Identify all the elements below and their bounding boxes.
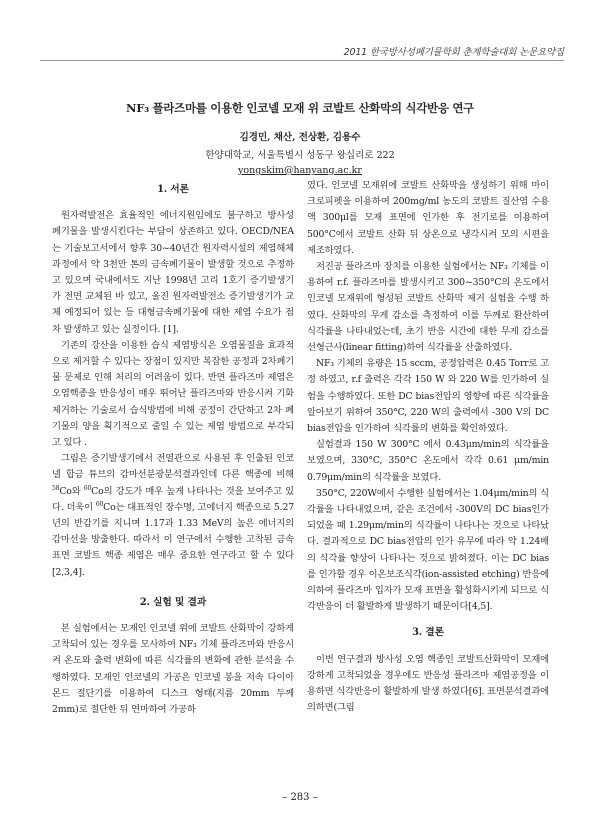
right-column [307, 178, 549, 717]
method-paragraph-4: 실험결과 150 W 300°C 에서 0.43μm/min의 식각률을 보였으며, 330°C, 350°C 온도에서 각각 0.61 μm/min 0.79μm/min의 식각률을 보였다. [307, 439, 549, 483]
page-number: – 283 – [282, 792, 318, 803]
method-paragraph-3: NF₃ 기체의 유량은 15 sccm, 공정압력은 0.45 Torr로 고정 하였고, r.f 출력은 각각 150 W 와 220 W를 인가하여 실험을 수행하였다. 또한 DC bias전압의 영향에 따른 식각률을 알아보기 위하여 350°C, 220 W의 출력에서 -300 V의 DC bias전압을 인가하여 식각률의 변화를 확인하였다. [307, 358, 549, 435]
header-rule [40, 60, 564, 61]
paper-title: NF₃ 플라즈마를 이용한 인코넬 모재 위 코발트 산화막의 식각반응 연구 [126, 101, 474, 115]
method-paragraph-1-cont: 였다. 인코넬 모재위에 코발트 산화막을 생성하기 위해 마이크로피펫을 이용하여 200mg/ml 농도의 코발트 질산염 수용액 300μl를 모재 표면에 인가한 후 전기로를 이용하여 500°C에서 코발트 산화 뒤 상온으로 냉각시켜 모의 시편을 제조하였다. [307, 180, 549, 256]
method-paragraph-1: 본 실험에서는 모재인 인코넬 위에 코발트 산화막이 강하게 고착되어 있는 경우를 모사하여 NF₃ 기체 플라즈마와 반응시켜 온도와 출력 변화에 따른 식각률의 변화에 관한 분석을 수행하였다. 모재인 인코넬의 가공은 인코넬 봉을 저속 다이아몬드 절단기를 이용하여 디스크 형태(지름 20mm 두께 2mm)로 절단한 뒤 연마하여 가공하 [52, 623, 294, 716]
authors: 김경민, 채산, 전상환, 김용수 [239, 132, 361, 143]
intro-paragraph-2: 기존의 강산을 이용한 습식 제염방식은 오염물질을 효과적으로 제거할 수 있다는 장점이 있지만 복잡한 공정과 2차폐기물 문제로 인해 처리의 어려움이 있다. 반면 플라즈마 제염은 오염핵종을 반응성이 매우 뛰어난 플라즈마와 반응시켜 기화 제거하는 기술로서 습식방법에 비해 공정이 간단하고 2차 폐기물의 양을 획기적으로 줄일 수 있는 제염 방법으로 부각되고 있다 . [52, 339, 294, 449]
method-paragraph-2: 저진공 플라즈마 장치를 이용한 실험에서는 NF₃ 기체를 이용하여 r.f. 플라즈마를 발생시키고 300~350°C의 온도에서 인코넬 모재위에 형성된 코발트 산화막 제거 실험을 수행 하였다. 산화막의 무게 감소를 측정하여 이를 두께로 환산하여 식각률을 나타내었는데, 초기 반응 시간에 대한 무게 감소를 선형근사(linear fitting)하여 식각률을 산출하였다. [307, 261, 549, 354]
journal-header: 2011 한국방사성폐기물학회 춘계학술대회 논문요약집 [343, 47, 564, 58]
conclusion-paragraph-1: 이번 연구결과 방사성 오염 핵종인 코발트산화막이 모재에 강하게 고착되었을 경우에도 반응성 플라즈마 제염공정을 이용하면 식각반응이 활발하게 발생 하였다[6]. 표면분석결과에 의하면(그림 [307, 653, 549, 714]
email-link[interactable]: yongskim@hanyang.ac.kr [238, 165, 362, 176]
affiliation: 한양대학교, 서울특별시 성동구 왕십리로 222 [205, 150, 395, 161]
left-column [52, 178, 294, 718]
intro-paragraph-3: 그림은 증기발생기에서 전열관으로 사용된 후 인출된 인코넬 합금 튜브의 감마선분광분석결과인데 다른 핵종에 비해 $^{58}$Co와 $^{60}$Co의 강도가 매우 높게 나타나는 것을 보여주고 있다. 더욱이 $^{60}$Co는 대표적인 장수명, 고에너지 핵종으로 5.27년의 반감기를 지니며 1.17과 1.33 MeV의 높은 에너지의 감마선을 방출한다. 따라서 이 연구에서 수행한 고착된 금속 표면 코발트 핵종 제염은 매우 중요한 연구라고 할 수 있다[2,3,4]. [52, 453, 294, 578]
intro-paragraph-1: 원자력발전은 효율적인 에너지원임에도 불구하고 방사성 폐기물을 발생시킨다는 부담이 상존하고 있다. OECD/NEA는 기술보고서에서 향후 30~40년간 원자력시설의 제염해체과정에서 약 3천만 톤의 금속폐기물이 발생할 것으로 추정하고 있으며 국내에서도 지난 1998년 고리 1호기 증기발생기가 전면 교체된 바 있고, 울진 원자력발전소 증기발생기가 교체 예정되어 있는 등 대형금속폐기물에 대한 제염 수요가 점차 발생하고 있는 실정이다. [1]. [52, 210, 294, 335]
section-heading-method: 2. 실험 및 결과 [139, 596, 207, 608]
section-heading-intro: 1. 서론 [157, 184, 189, 195]
section-heading-conclusion: 3. 결론 [412, 627, 444, 639]
method-paragraph-5: 350°C, 220W에서 수행한 실험에서는 1.04μm/min의 식각률을 나타내었으며, 같은 조건에서 -300V의 DC bias인가 되었을 때 1.29μm/min의 식각률이 나타나는 것으로 나타났다. 결과적으로 DC bias전압의 인가 유무에 따라 약 1.24배의 식각률 향상이 나타나는 것으로 밝혀졌다. 이는 DC bias를 인가할 경우 이온보조식각(ion-assisted etching) 반응에 의하여 플라즈마 입자가 모재 표면을 활성화시키게 되므로 식각반응이 더 활발하게 발생하기 때문이다[4,5]. [307, 487, 549, 613]
